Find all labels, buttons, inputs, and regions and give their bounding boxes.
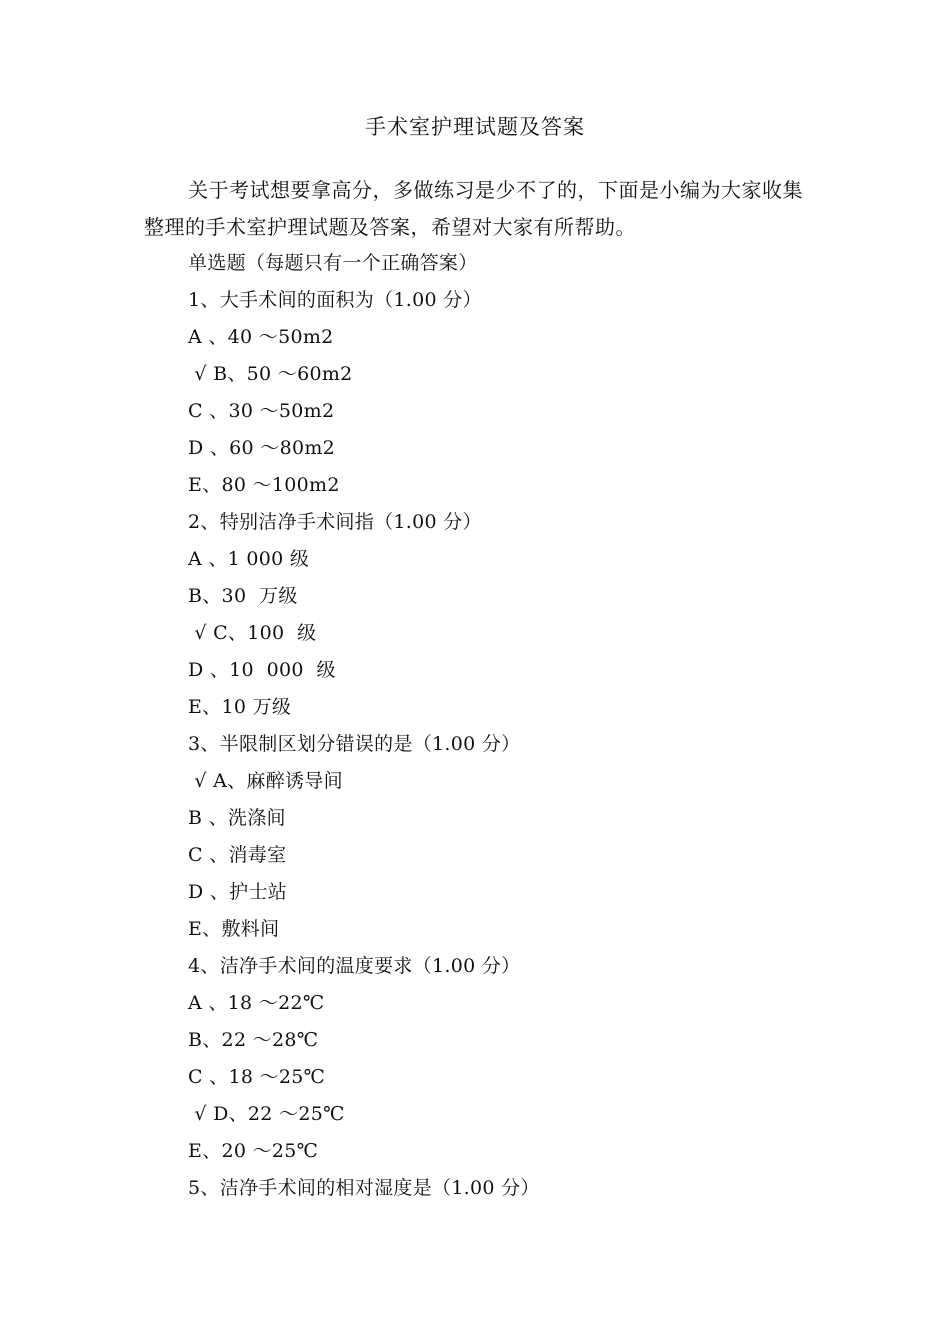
question-4: 4、洁净手术间的温度要求（1.00 分） xyxy=(188,955,521,977)
q2-option-e: E、10 万级 xyxy=(188,696,292,718)
q3-option-d: D 、护士站 xyxy=(188,881,288,903)
q2-option-b: B、30 万级 xyxy=(188,585,298,607)
q1-option-c: C 、30 ～50m2 xyxy=(188,400,335,422)
q2-option-a: A 、1 000 级 xyxy=(188,548,310,570)
question-1: 1、大手术间的面积为（1.00 分） xyxy=(188,289,482,311)
q4-option-e: E、20 ～25℃ xyxy=(188,1140,319,1162)
question-5: 5、洁净手术间的相对湿度是（1.00 分） xyxy=(188,1177,540,1199)
q3-option-a-correct: √ A、麻醉诱导间 xyxy=(188,770,343,792)
q3-option-b: B 、洗涤间 xyxy=(188,807,286,829)
q4-option-b: B、22 ～28℃ xyxy=(188,1029,319,1051)
q3-option-e: E、敷料间 xyxy=(188,918,280,940)
q1-option-e: E、80 ～100m2 xyxy=(188,474,340,496)
q2-option-c-correct: √ C、100 级 xyxy=(188,622,317,644)
question-2: 2、特别洁净手术间指（1.00 分） xyxy=(188,511,482,533)
q3-option-c: C 、消毒室 xyxy=(188,844,287,866)
q1-option-b-correct: √ B、50 ～60m2 xyxy=(188,363,353,385)
q4-option-a: A 、18 ～22℃ xyxy=(188,992,325,1014)
intro-paragraph: 关于考试想要拿高分，多做练习是少不了的，下面是小编为大家收集整理的手术室护理试题及答案，希望对大家有所帮助。 xyxy=(144,178,803,239)
question-3: 3、半限制区划分错误的是（1.00 分） xyxy=(188,733,521,755)
q1-option-a: A 、40 ～50m2 xyxy=(188,326,334,348)
q4-option-d-correct: √ D、22 ～25℃ xyxy=(188,1103,345,1125)
q4-option-c: C 、18 ～25℃ xyxy=(188,1066,326,1088)
q2-option-d: D 、10 000 级 xyxy=(188,659,336,681)
section-heading: 单选题（每题只有一个正确答案） xyxy=(188,252,478,274)
q1-option-d: D 、60 ～80m2 xyxy=(188,437,336,459)
question-list xyxy=(188,245,828,1207)
document-title: 手术室护理试题及答案 xyxy=(365,115,585,139)
